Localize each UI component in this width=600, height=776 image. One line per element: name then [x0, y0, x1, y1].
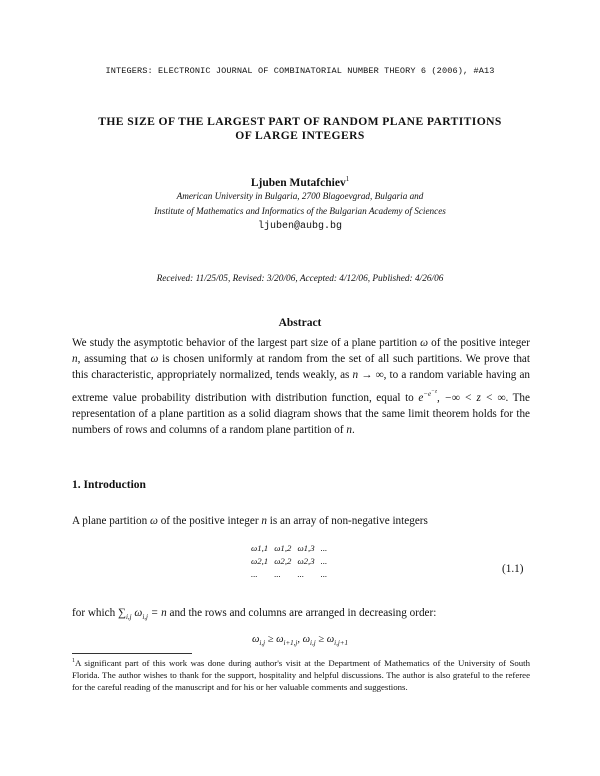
affiliation-line-1: American University in Bulgaria, 2700 Blagoevgrad, Bulgaria and: [176, 191, 424, 201]
math-limit: n → ∞: [352, 369, 384, 382]
order-condition-equation: $\omega_{i,j} \ge \omega_{i+1,j}$, $\omega_{i,j} \ge \omega_{i,j+1}$: [252, 634, 348, 648]
abstract-text: equal to: [376, 391, 419, 404]
footnote: [72, 655, 530, 693]
author-email: ljuben@aubg.bg: [257, 221, 342, 232]
abstract-heading: Abstract: [278, 317, 322, 329]
math-n: n: [346, 424, 352, 437]
plane-partition-matrix: [248, 542, 330, 581]
matrix-cell: ω2,1: [251, 556, 269, 566]
matrix-cell: ω2,2: [274, 556, 292, 566]
matrix-row: [248, 568, 330, 581]
matrix-cell: ...: [320, 569, 328, 579]
matrix-cell: ...: [320, 543, 328, 553]
publication-dates: Received: 11/25/05, Revised: 3/20/06, Accepted: 4/12/06, Published: 4/26/06: [156, 274, 444, 284]
title-line-1: THE SIZE OF THE LARGEST PART OF RANDOM PLANE PARTITIONS: [98, 115, 502, 128]
abstract-text: integer: [498, 337, 530, 349]
abstract-text: , assuming that: [77, 353, 151, 366]
footnote-text: A significant part of this work was done during author's visit at the Department of Mathematics of the University of South Florida. The author wishes to thank for the support, hospitality and helpful discussions. The author is also grateful to the referee for the careful reading of the manuscript and for his or her valuable comments and suggestions.: [72, 657, 530, 692]
math-n: n: [72, 353, 78, 366]
paper-title: [60, 115, 540, 143]
abstract-text: plane partition of: [266, 424, 347, 437]
matrix-row: [248, 542, 330, 555]
journal-header: INTEGERS: ELECTRONIC JOURNAL OF COMBINATORIAL NUMBER THEORY 6 (2006), #A13: [105, 66, 495, 76]
matrix-cell: ω1,1: [251, 543, 269, 553]
abstract-text: random variable having an extreme value probability distribution with distribution function,: [72, 369, 531, 404]
math-gumbel: $e^{-e^{-z}}$: [418, 388, 437, 404]
math-range: , −∞ < z < ∞: [436, 391, 506, 404]
abstract-text: , to a: [383, 369, 407, 382]
abstract-text: We prove that this characteristic, appropriately normalized, tends weakly, as: [72, 353, 530, 382]
matrix-cell: ...: [274, 569, 281, 579]
matrix-cell: ω1,3: [297, 543, 315, 553]
matrix-cell: ...: [297, 569, 305, 579]
matrix-cell: ω1,2: [274, 543, 292, 553]
math-omega: ω: [150, 353, 159, 366]
footnote-divider: [72, 653, 192, 654]
matrix-cell: ...: [251, 569, 258, 579]
abstract-text: .: [351, 424, 355, 437]
abstract-body: [72, 335, 530, 438]
abstract-text: shows that the same limit theorem holds for the numbers of rows and columns of a random: [72, 407, 531, 437]
matrix-cell: ...: [320, 556, 328, 566]
footnote-mark: 1: [72, 658, 75, 664]
abstract-text: We study the asymptotic behavior of the largest part size of a plane partition: [72, 337, 421, 349]
equation-number: (1.1): [502, 563, 524, 575]
matrix-row: [248, 555, 330, 568]
author-footnote-mark: 1: [345, 175, 350, 183]
abstract-text: of the positive: [428, 337, 496, 349]
abstract-text: is chosen uniformly at random from the set of all such partitions.: [158, 353, 463, 366]
abstract-text: . The representation of a plane partition as a solid diagram: [72, 391, 530, 420]
math-omega: ω: [420, 337, 429, 349]
title-line-2: OF LARGE INTEGERS: [235, 129, 365, 142]
matrix-cell: ω2,3: [297, 556, 315, 566]
affiliation-line-2: Institute of Mathematics and Informatics of the Bulgarian Academy of Sciences: [154, 206, 446, 216]
sum-condition: for which $\sum_{i,j}$ $\omega_{i,j} = n$ and the rows and columns are arranged in decreasing order:: [72, 607, 437, 622]
intro-paragraph: A plane partition ω of the positive integer n is an array of non-negative integers: [72, 515, 428, 527]
author-name: [0, 175, 600, 189]
author-text: Ljuben Mutafchiev: [250, 176, 346, 189]
section-heading-introduction: 1. Introduction: [72, 479, 146, 491]
